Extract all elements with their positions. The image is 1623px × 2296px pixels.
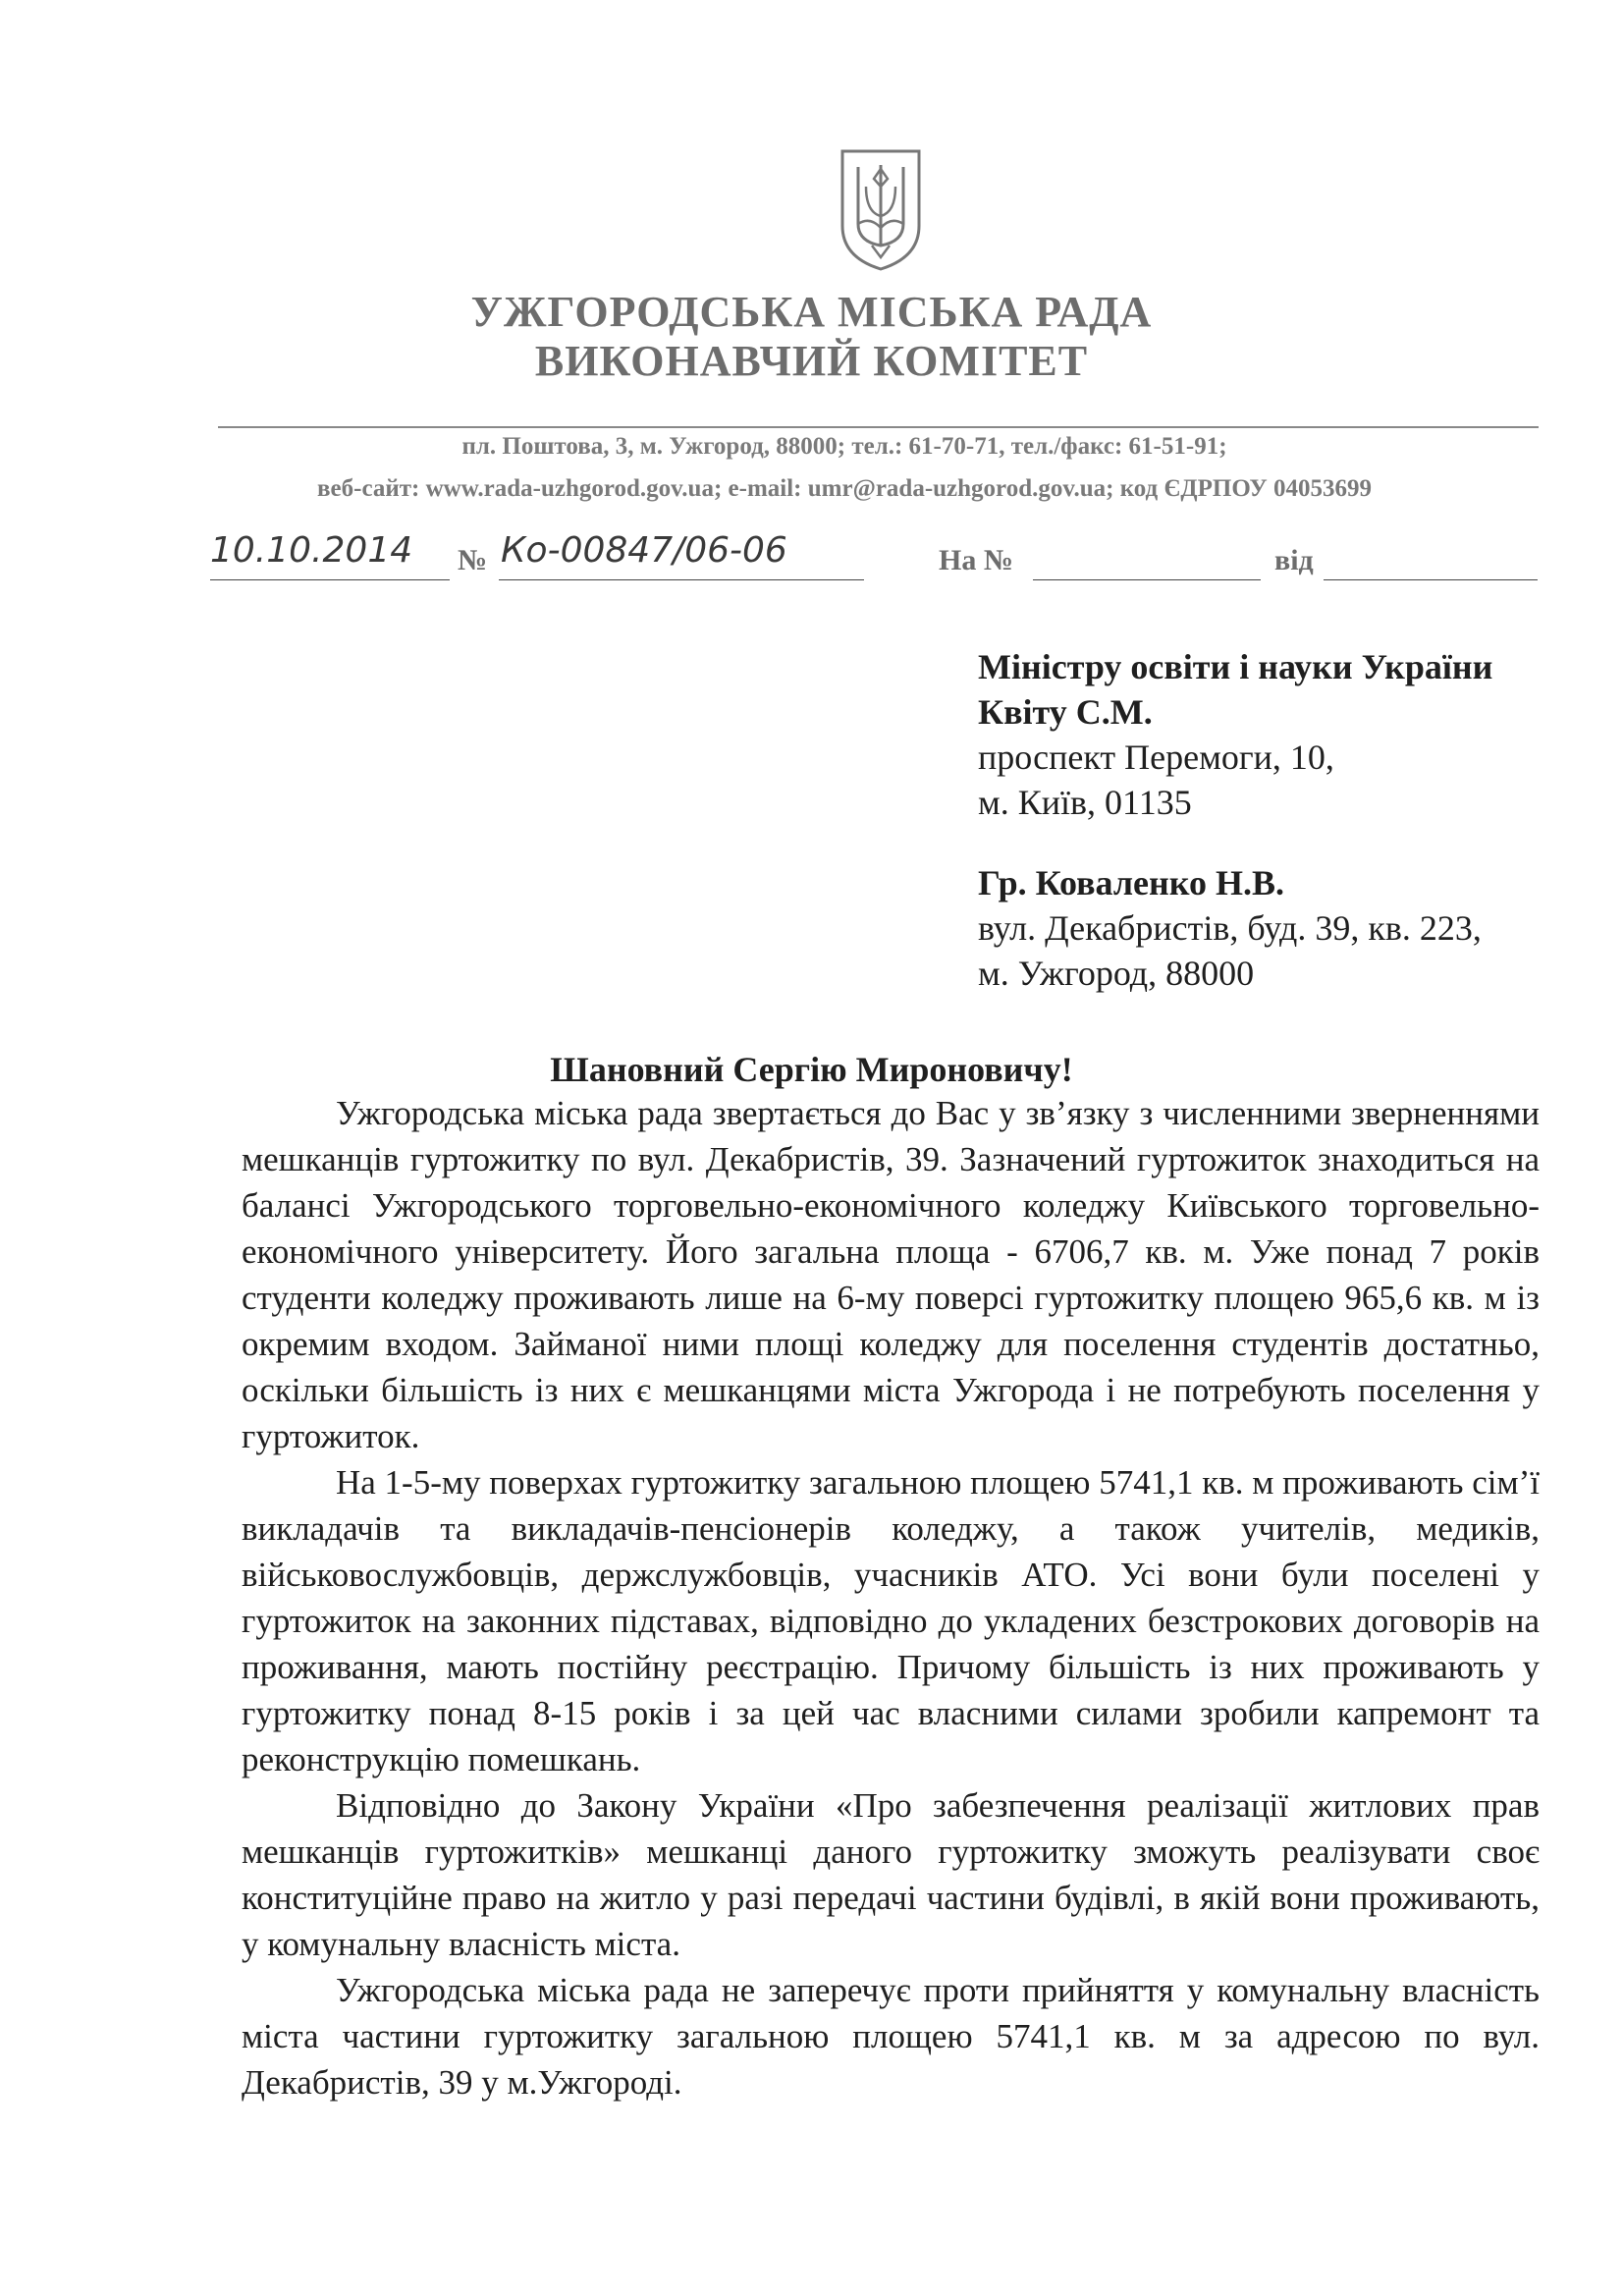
addressee-name: Квіту С.М.: [978, 692, 1153, 732]
addressee-city: м. Ужгород, 88000: [978, 954, 1255, 993]
addressee-street: вул. Декабристів, буд. 39, кв. 223,: [978, 908, 1482, 948]
letter-body: [242, 1090, 1540, 2105]
outgoing-date: 10.10.2014: [210, 530, 413, 571]
addressee-ministry: [978, 644, 1492, 825]
body-paragraph: Ужгородська міська рада не заперечує проти прийняття у комунальну власність міста частини гуртожитку загальною площею 5741,1 кв. м за адресою по вул. Декабристів, 39 у м.Ужгороді.: [242, 1971, 1540, 2102]
number-sign: №: [458, 544, 488, 576]
addressee-city: м. Київ, 01135: [978, 783, 1192, 822]
body-paragraph: Ужгородська міська рада звертається до Вас у зв’язку з численними зверненнями мешканців гуртожитку по вул. Декабристів, 39. Зазначений гуртожиток знаходиться на балансі Ужгородського торговельно-економічного коледжу Київського торговельно-економічного університету. Його загальна площа - 6706,7 кв. м. Уже понад 7 років студенти коледжу проживають лише на 6-му поверсі гуртожитку площею 965,6 кв. м із окремим входом. Займаної ними площі коледжу для поселення студентів достатньо, оскільки більшість із них є мешканцями міста Ужгорода і не потребують поселення у гуртожиток.: [242, 1094, 1540, 1455]
addressee-title: Міністру освіти і науки України: [978, 647, 1493, 686]
body-paragraph: На 1-5-му поверхах гуртожитку загальною площею 5741,1 кв. м проживають сім’ї викладачів та викладачів-пенсіонерів коледжу, а також учителів, медиків, військовослужбовців, держслужбовців, учасників АТО. Усі вони були поселені у гуртожиток на законних підставах, відповідно до укладених безстрокових договорів на проживання, мають постійну реєстрацію. Причому більшість із них проживають у гуртожитку понад 8-15 років і за цей час власними силами зробили капремонт та реконструкцію помешкань.: [242, 1463, 1540, 1778]
addressee-name: Гр. Коваленко Н.В.: [978, 863, 1285, 902]
letterhead-divider: [218, 426, 1539, 428]
reply-to-underline: [1033, 579, 1261, 580]
addressee-street: проспект Перемоги, 10,: [978, 738, 1334, 777]
contact-line-web: веб-сайт: www.rada-uzhgorod.gov.ua; e-mail: umr@rada-uzhgorod.gov.ua; код ЄДРПОУ 04053699: [317, 475, 1372, 502]
contact-line-address: пл. Поштова, 3, м. Ужгород, 88000; тел.: 61-70-71, тел./факс: 61-51-91;: [461, 433, 1227, 460]
reply-from-underline: [1324, 579, 1538, 580]
org-name: УЖГОРОДСЬКА МІСЬКА РАДА: [470, 288, 1153, 336]
addressee-citizen: [978, 860, 1482, 996]
date-underline: [210, 579, 450, 580]
reply-to-label: На №: [939, 544, 1013, 576]
number-underline: [499, 579, 864, 580]
salutation: Шановний Сергію Мироновичу!: [550, 1050, 1073, 1089]
body-paragraph: Відповідно до Закону України «Про забезпечення реалізації житлових прав мешканців гуртожитків» мешканці даного гуртожитку зможуть реалізувати своє конституційне право на житло у разі передачі частини будівлі, в якій вони проживають, у комунальну власність міста.: [242, 1786, 1540, 1963]
outgoing-number: Ко-00847/06-06: [501, 530, 787, 571]
tryzub-emblem-icon: [837, 147, 925, 273]
reply-from-label: від: [1274, 544, 1314, 576]
org-unit: ВИКОНАВЧИЙ КОМІТЕТ: [534, 337, 1089, 385]
